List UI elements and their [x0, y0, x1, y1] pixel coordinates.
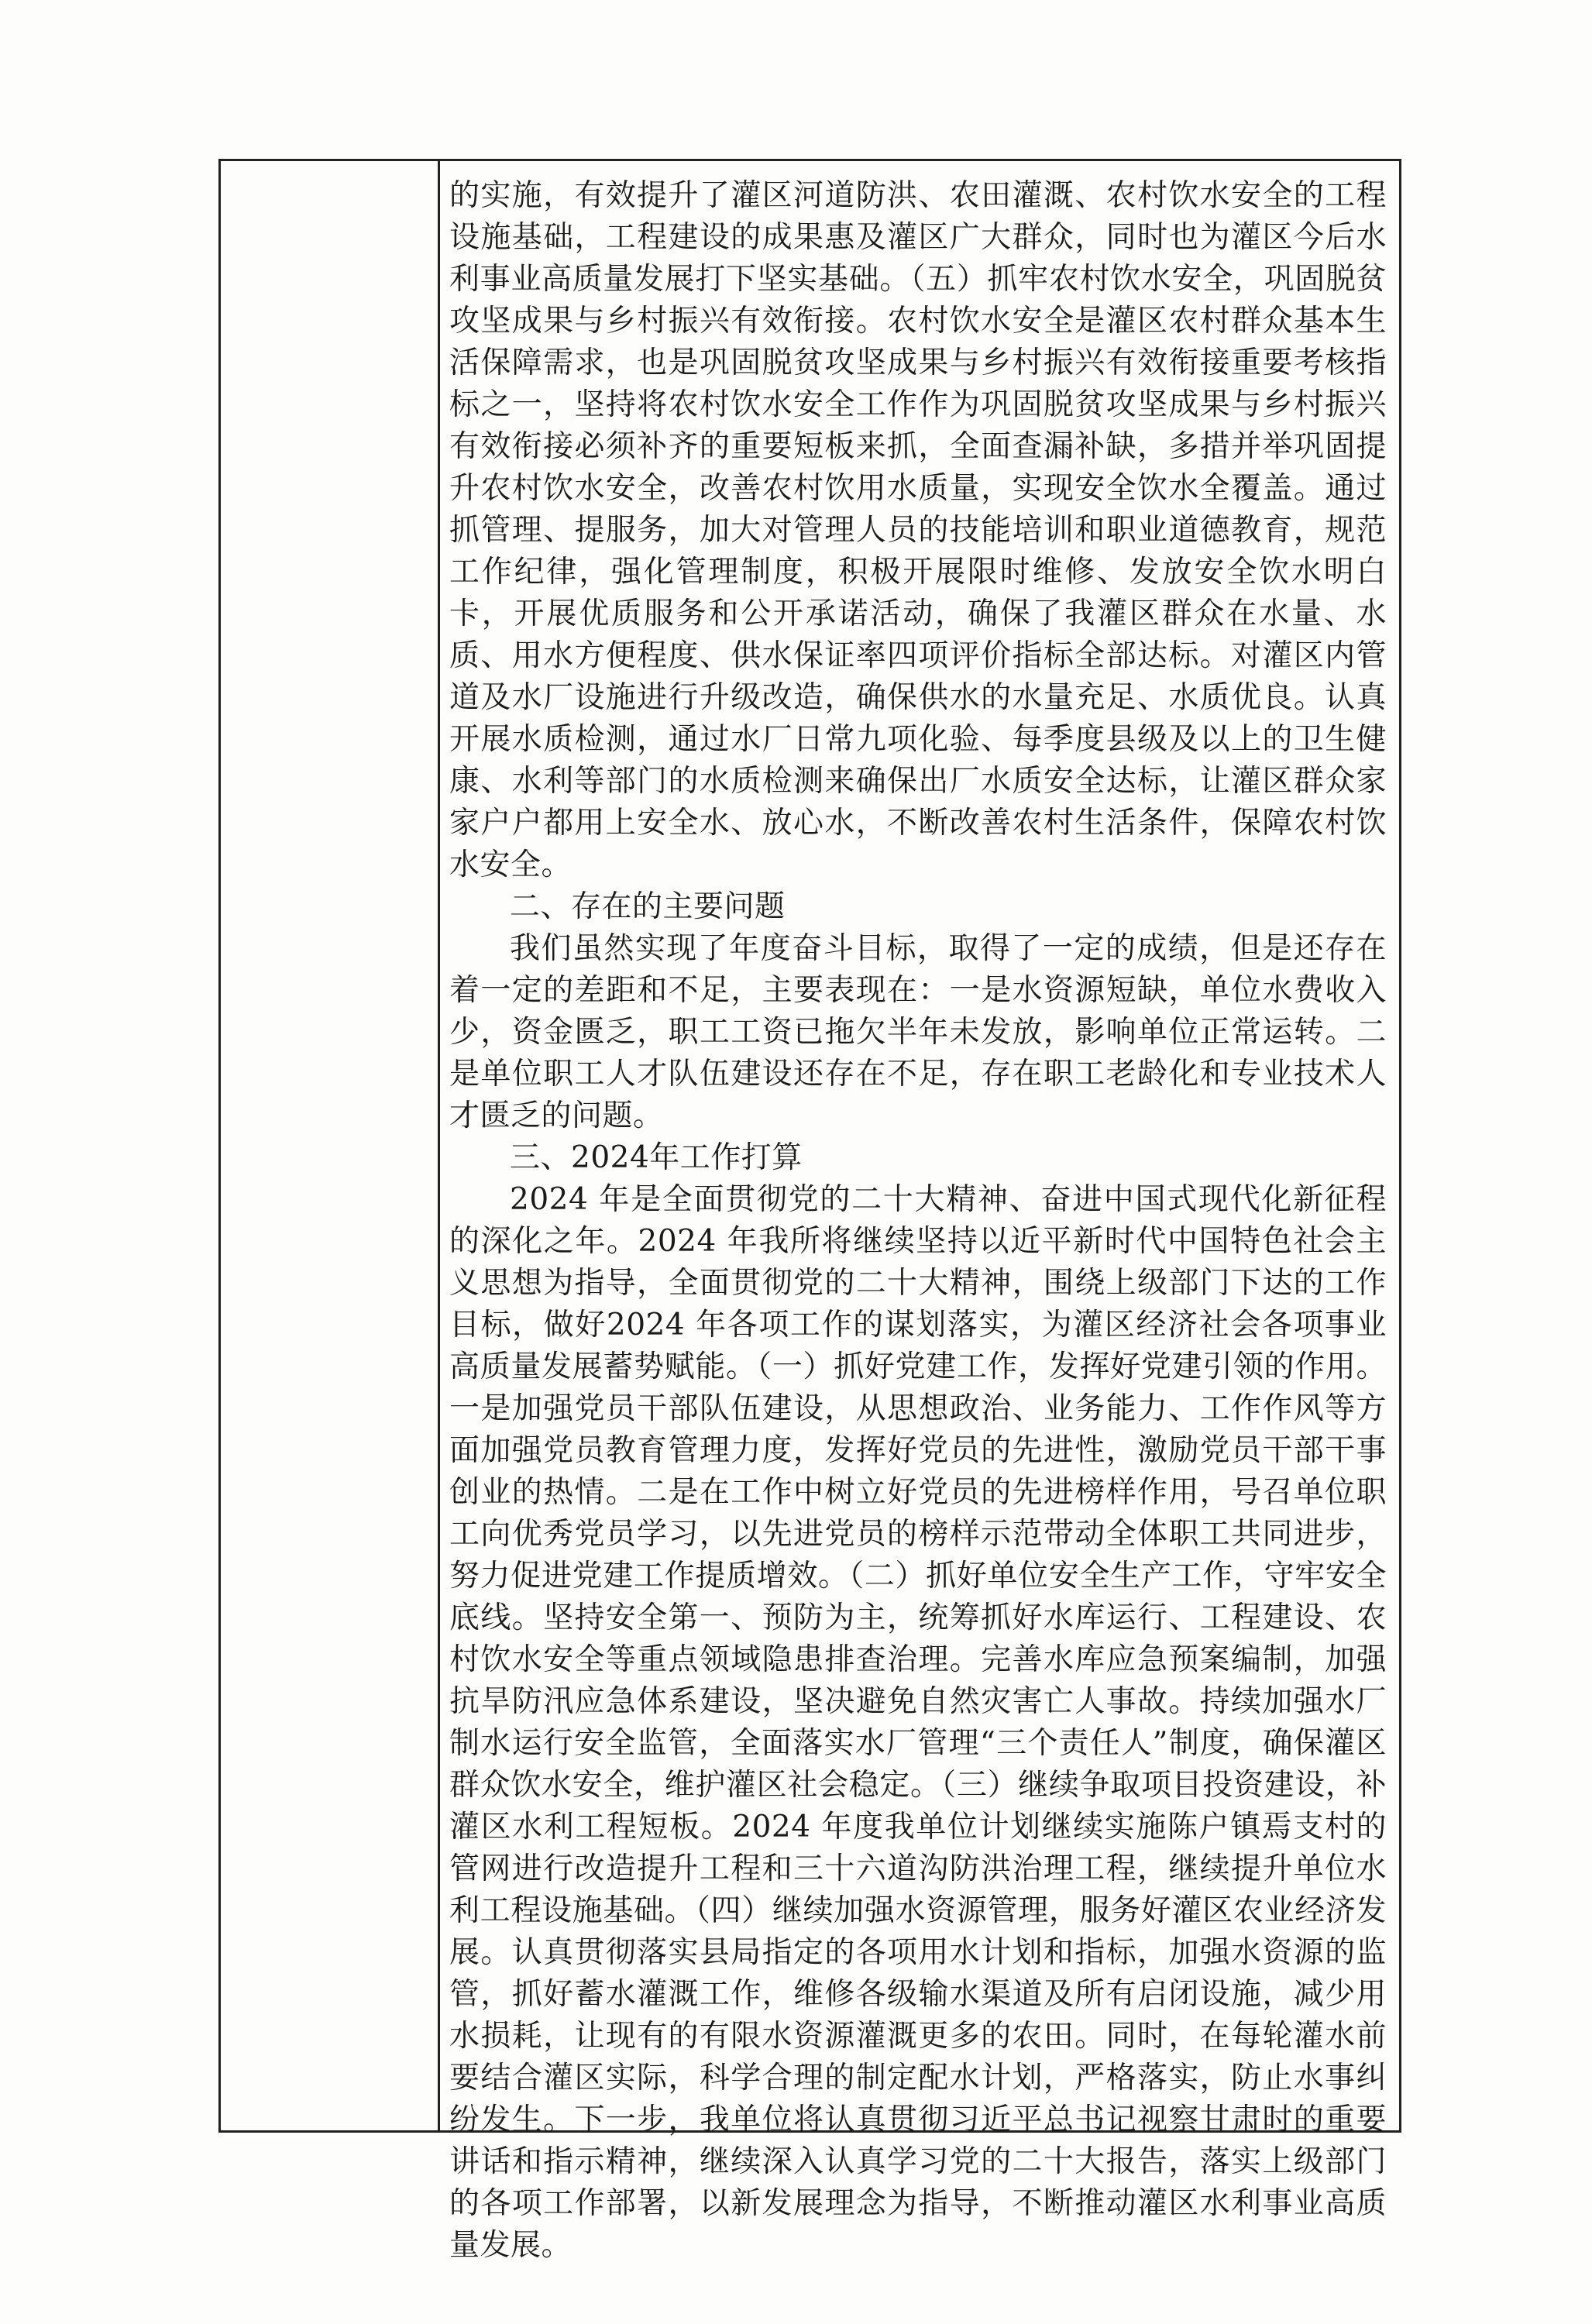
- left-label-cell: [221, 161, 438, 2130]
- content-cell: [449, 175, 1387, 2263]
- section-heading-problems: 二、存在的主要问题: [510, 889, 786, 924]
- table-frame: [218, 159, 1401, 2263]
- section-heading-plan: 三、2024年工作打算: [510, 1140, 803, 1175]
- paragraph-problems: 我们虽然实现了年度奋斗目标，取得了一定的成绩，但是还存在着一定的差距和不足，主要表现在：一是水资源短缺，单位水费收入少，资金匮乏，职工工资已拖欠半年未发放，影响单位正常运转。二是单位职工人才队伍建设还存在不足，存在职工老龄化和专业技术人才匮乏的问题。: [449, 931, 1387, 1133]
- paragraph-plan: 2024 年是全面贯彻党的二十大精神、奋进中国式现代化新征程的深化之年。2024 年我所将继续坚持以近平新时代中国特色社会主义思想为指导，全面贯彻党的二十大精神，围绕上级部门下达的工作目标，做好2024 年各项工作的谋划落实，为灌区经济社会各项事业高质量发展蓄势赋能。（一）抓好党建工作，发挥好党建引领的作用。一是加强党员干部队伍建设，从思想政治、业务能力、工作作风等方面加强党员教育管理力度，发挥好党员的先进性，激励党员干部干事创业的热情。二是在工作中树立好党员的先进榜样作用，号召单位职工向优秀党员学习，以先进党员的榜样示范带动全体职工共同进步，努力促进党建工作提质增效。（二）抓好单位安全生产工作，守牢安全底线。坚持安全第一、预防为主，统筹抓好水库运行、工程建设、农村饮水安全等重点领域隐患排查治理。完善水库应急预案编制，加强抗旱防汛应急体系建设，坚决避免自然灾害亡人事故。持续加强水厂制水运行安全监管，全面落实水厂管理“三个责任人”制度，确保灌区群众饮水安全，维护灌区社会稳定。（三）继续争取项目投资建设，补灌区水利工程短板。2024 年度我单位计划继续实施陈户镇焉支村的管网进行改造提升工程和三十六道沟防洪治理工程，继续提升单位水利工程设施基础。（四）继续加强水资源管理，服务好灌区农业经济发展。认真贯彻落实县局指定的各项用水计划和指标，加强水资源的监管，抓好蓄水灌溉工作，维修各级输水渠道及所有启闭设施，减少用水损耗，让现有的有限水资源灌溉更多的农田。同时，在每轮灌水前要结合灌区实际，科学合理的制定配水计划，严格落实，防止水事纠纷发生。下一步，我单位将认真贯彻习近平总书记视察甘肃时的重要讲话和指示精神，继续深入认真学习党的二十大报告，落实上级部门的各项工作部署，以新发展理念为指导，不断推动灌区水利事业高质量发展。: [449, 1182, 1387, 2263]
- column-divider: [438, 161, 440, 2130]
- paragraph-continuation: 的实施，有效提升了灌区河道防洪、农田灌溉、农村饮水安全的工程设施基础，工程建设的成果惠及灌区广大群众，同时也为灌区今后水利事业高质量发展打下坚实基础。（五）抓牢农村饮水安全，巩固脱贫攻坚成果与乡村振兴有效衔接。农村饮水安全是灌区农村群众基本生活保障需求，也是巩固脱贫攻坚成果与乡村振兴有效衔接重要考核指标之一，坚持将农村饮水安全工作作为巩固脱贫攻坚成果与乡村振兴有效衔接必须补齐的重要短板来抓，全面查漏补缺，多措并举巩固提升农村饮水安全，改善农村饮用水质量，实现安全饮水全覆盖。通过抓管理、提服务，加大对管理人员的技能培训和职业道德教育，规范工作纪律，强化管理制度，积极开展限时维修、发放安全饮水明白卡，开展优质服务和公开承诺活动，确保了我灌区群众在水量、水质、用水方便程度、供水保证率四项评价指标全部达标。对灌区内管道及水厂设施进行升级改造，确保供水的水量充足、水质优良。认真开展水质检测，通过水厂日常九项化验、每季度县级及以上的卫生健康、水利等部门的水质检测来确保出厂水质安全达标，让灌区群众家家户户都用上安全水、放心水，不断改善农村生活条件，保障农村饮水安全。: [449, 178, 1387, 882]
